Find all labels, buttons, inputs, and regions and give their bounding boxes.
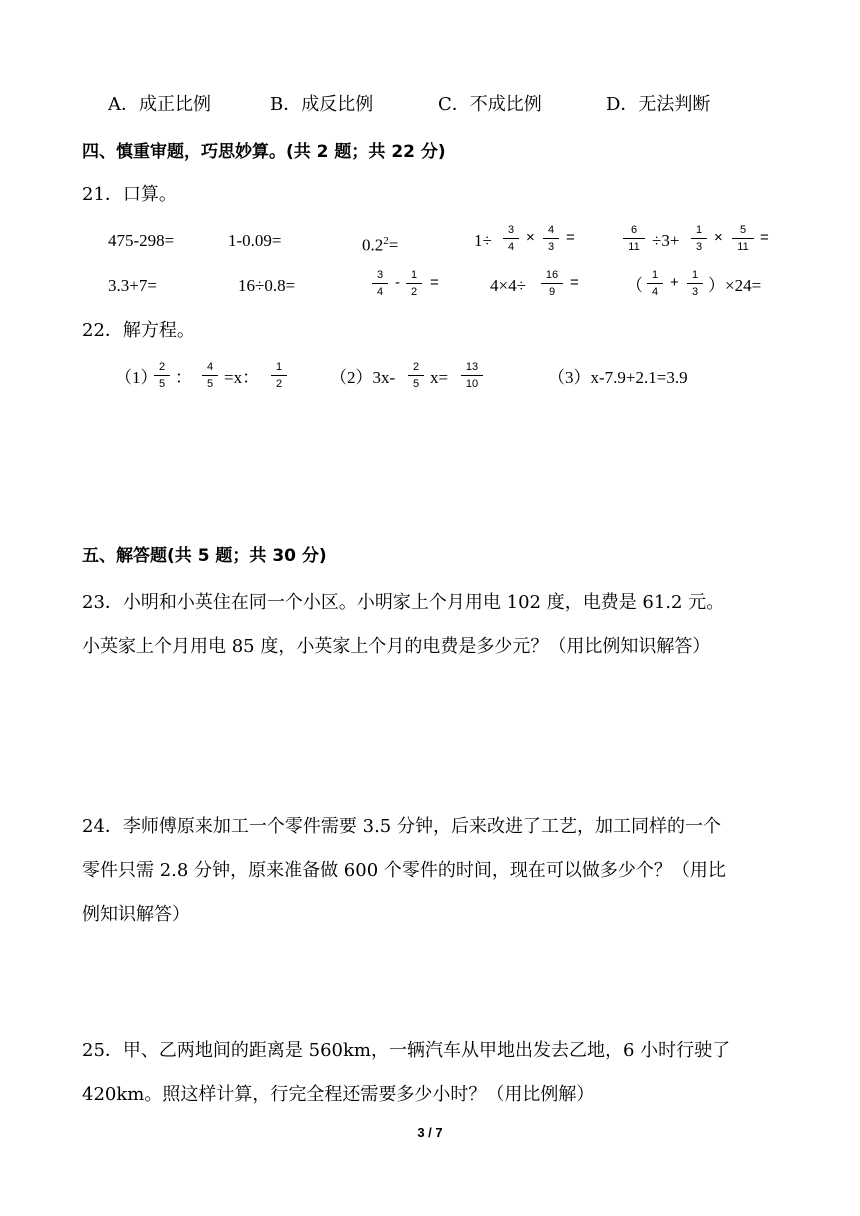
equation-3: （3）x-7.9+2.1=3.9 bbox=[548, 368, 688, 387]
page-number: 3 / 7 bbox=[417, 1125, 443, 1140]
fraction: 1 4 bbox=[646, 268, 664, 299]
option-a: A．成正比例 bbox=[108, 94, 211, 115]
fraction: 3 4 bbox=[502, 223, 520, 254]
fraction: 16 9 bbox=[540, 268, 564, 299]
fraction: 4 5 bbox=[201, 360, 219, 391]
calc-1d-pre: 1÷ bbox=[474, 231, 492, 250]
fraction: 3 4 bbox=[371, 268, 389, 299]
q21-title: 21．口算。 bbox=[82, 184, 177, 205]
calc-2a: 3.3+7= bbox=[108, 276, 157, 295]
q24-line-3: 例知识解答） bbox=[82, 904, 190, 925]
fraction: 4 3 bbox=[542, 223, 560, 254]
fraction: 1 2 bbox=[405, 268, 423, 299]
q25-line-1: 25．甲、乙两地间的距离是 560km，一辆汽车从甲地出发去乙地，6 小时行驶了 bbox=[82, 1040, 731, 1061]
calc-1c: $0.2^2=$ bbox=[362, 235, 399, 255]
fraction: 2 5 bbox=[153, 360, 171, 391]
q23-line-2: 小英家上个月用电 85 度，小英家上个月的电费是多少元？（用比例知识解答） bbox=[82, 636, 711, 657]
fraction: 6 11 bbox=[622, 223, 646, 254]
fraction: 1 3 bbox=[690, 223, 708, 254]
option-d: D．无法判断 bbox=[606, 94, 711, 115]
calc-1b: 1-0.09= bbox=[228, 231, 282, 250]
option-c: C．不成比例 bbox=[438, 94, 542, 115]
fraction: 1 2 bbox=[270, 360, 288, 391]
fraction: 13 10 bbox=[460, 360, 484, 391]
option-b: B．成反比例 bbox=[270, 94, 374, 115]
q25-line-2: 420km。照这样计算，行完全程还需要多少小时？（用比例解） bbox=[82, 1084, 595, 1105]
q22-title: 22．解方程。 bbox=[82, 320, 195, 341]
section-4-title: 四、慎重审题，巧思妙算。(共 2 题；共 22 分) bbox=[82, 142, 446, 162]
fraction: 2 5 bbox=[407, 360, 425, 391]
q24-line-1: 24．李师傅原来加工一个零件需要 3.5 分钟，后来改进了工艺，加工同样的一个 bbox=[82, 816, 721, 837]
q24-line-2: 零件只需 2.8 分钟，原来准备做 600 个零件的时间，现在可以做多少个？（用比 bbox=[82, 860, 726, 881]
fraction: 1 3 bbox=[686, 268, 704, 299]
fraction: 5 11 bbox=[731, 223, 755, 254]
section-5-title: 五、解答题(共 5 题；共 30 分) bbox=[82, 546, 327, 566]
calc-2b: 16÷0.8= bbox=[238, 276, 296, 295]
q23-line-1: 23．小明和小英住在同一个小区。小明家上个月用电 102 度，电费是 61.2 元。 bbox=[82, 592, 725, 613]
calc-1a: 475-298= bbox=[108, 231, 175, 250]
